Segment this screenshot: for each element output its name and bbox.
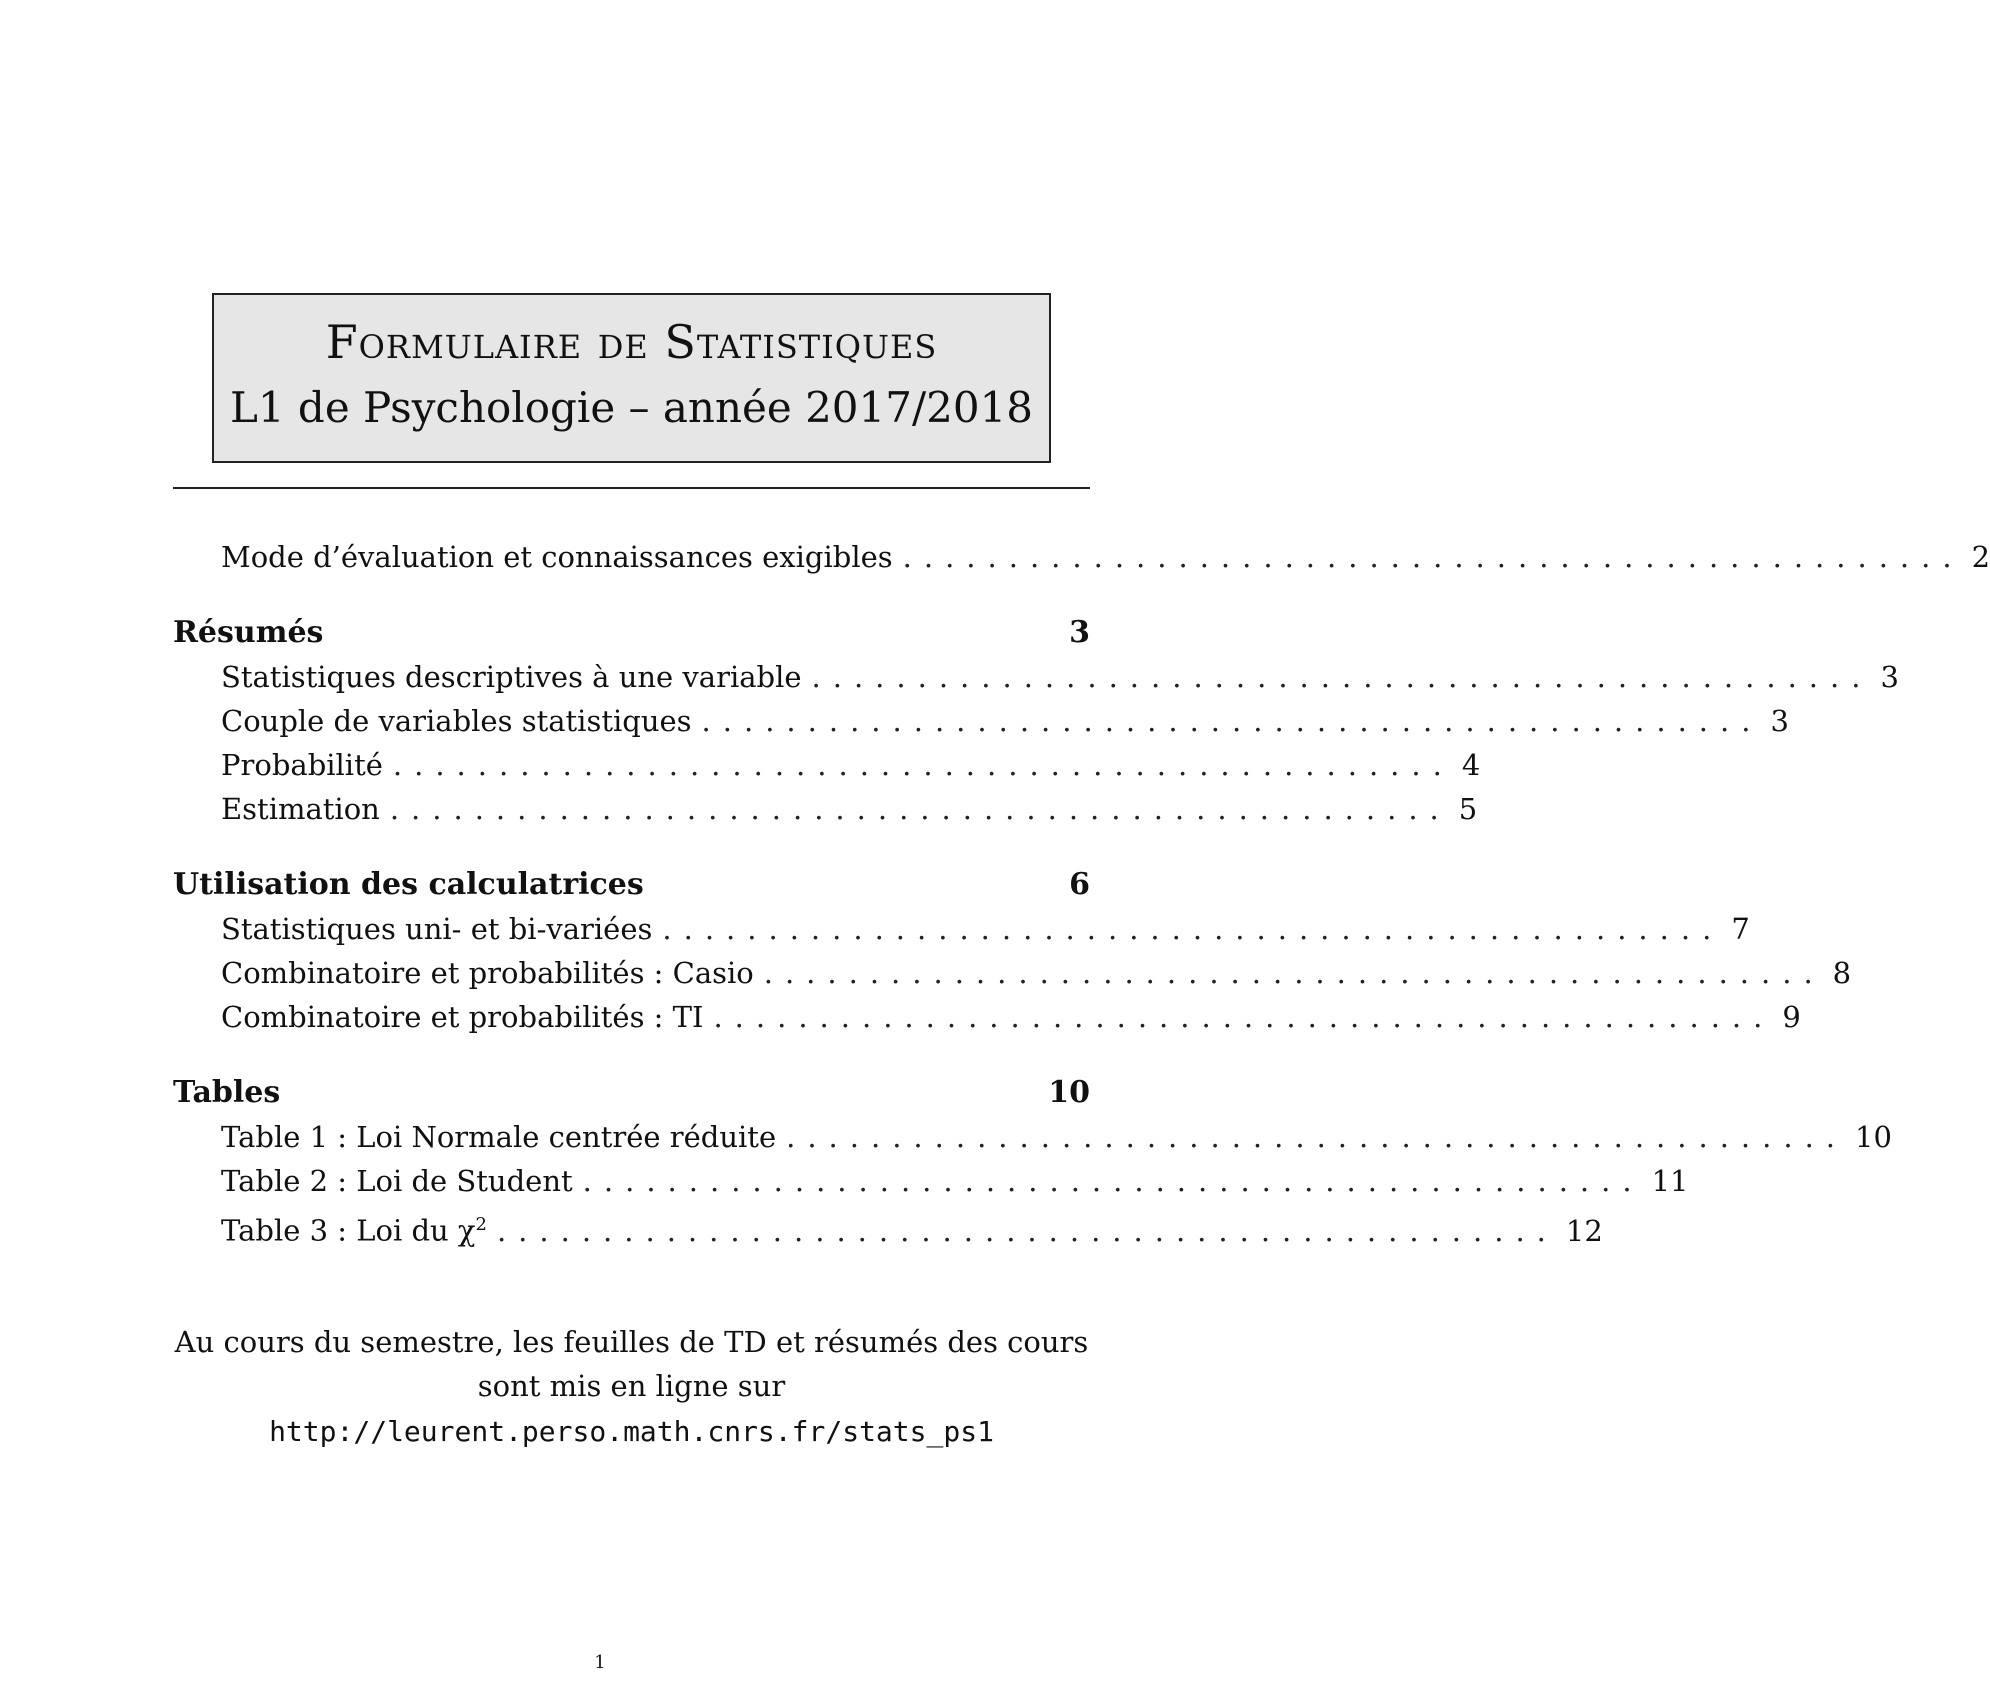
toc-entry-label: Table 2 : Loi de Student (221, 1164, 573, 1198)
toc-entry-page: 11 (1651, 1164, 1689, 1198)
toc-entry-label: Statistiques descriptives à une variable (221, 660, 802, 694)
toc-entry-page: 4 (1461, 748, 1481, 782)
toc-section-label: Résumés (173, 615, 324, 650)
toc-leader-dots: .................................................. (496, 1213, 1558, 1248)
toc-section-resumes[interactable] (173, 611, 1090, 655)
toc-leader-dots: .................................................. (763, 956, 1825, 990)
horizontal-rule (173, 487, 1090, 489)
toc-section-page: 10 (1048, 1075, 1090, 1110)
toc-section-label: Tables (173, 1075, 281, 1110)
toc-entry-label-text: Table 3 : Loi du χ (221, 1213, 476, 1248)
toc-entry-stats-descriptives[interactable] (173, 655, 1899, 699)
toc-entry-label: Statistiques uni- et bi-variées (221, 912, 653, 946)
table-of-contents (173, 535, 1990, 1248)
toc-entry-label (221, 1203, 487, 1253)
toc-entry-label: Probabilité (221, 748, 383, 782)
toc-entry-page: 9 (1782, 1000, 1801, 1034)
toc-section-label: Utilisation des calculatrices (173, 867, 644, 902)
toc-entry-stats-uni-bi[interactable] (173, 907, 1750, 951)
toc-leader-dots: .................................................. (582, 1164, 1644, 1198)
toc-leader-dots: .................................................. (902, 540, 1964, 574)
toc-entry-label: Combinatoire et probabilités : TI (221, 1000, 704, 1034)
toc-entry-table-1[interactable] (173, 1115, 1892, 1159)
toc-entry-estimation[interactable] (173, 787, 1478, 831)
toc-entry-couple-variables[interactable] (173, 699, 1789, 743)
toc-section-calculatrices[interactable] (173, 863, 1090, 907)
online-note (173, 1320, 1090, 1408)
toc-entry-label: Table 1 : Loi Normale centrée réduite (221, 1120, 777, 1154)
toc-entry-page: 12 (1565, 1213, 1603, 1248)
toc-leader-dots: .................................................. (389, 792, 1451, 826)
toc-entry-page: 8 (1832, 956, 1852, 990)
toc-entry-mode-evaluation[interactable] (173, 535, 1990, 579)
online-note-line-2: sont mis en ligne sur (477, 1369, 786, 1403)
toc-leader-dots: .................................................. (786, 1120, 1848, 1154)
toc-entry-table-3[interactable] (173, 1203, 1603, 1248)
toc-entry-probabilite[interactable] (173, 743, 1481, 787)
online-note-line-1: Au cours du semestre, les feuilles de TD et résumés des cours (174, 1325, 1089, 1359)
toc-entry-page: 10 (1855, 1120, 1892, 1154)
toc-entry-page: 3 (1880, 660, 1899, 694)
toc-entry-label: Mode d’évaluation et connaissances exigibles (221, 540, 893, 574)
toc-entry-page: 7 (1731, 912, 1750, 946)
toc-leader-dots: .................................................. (662, 912, 1724, 946)
toc-entry-casio[interactable] (173, 951, 1852, 995)
document-title: Formulaire de Statistiques (325, 315, 938, 369)
course-url-link[interactable]: http://leurent.perso.math.cnrs.fr/stats_ps1 (269, 1415, 994, 1448)
toc-section-tables[interactable] (173, 1071, 1090, 1115)
chi-square-exponent: 2 (475, 1214, 487, 1235)
document-subtitle: L1 de Psychologie – année 2017/2018 (229, 383, 1034, 432)
title-box (212, 293, 1051, 463)
toc-entry-label: Couple de variables statistiques (221, 704, 692, 738)
toc-entry-ti[interactable] (173, 995, 1801, 1039)
toc-leader-dots: .................................................. (811, 660, 1873, 694)
toc-entry-label: Combinatoire et probabilités : Casio (221, 956, 754, 990)
toc-leader-dots: .................................................. (713, 1000, 1775, 1034)
toc-entry-page: 5 (1458, 792, 1478, 826)
toc-leader-dots: .................................................. (392, 748, 1454, 782)
toc-section-page: 3 (1069, 615, 1090, 650)
toc-entry-page: 2 (1971, 540, 1990, 574)
toc-entry-page: 3 (1770, 704, 1789, 738)
page-number: 1 (594, 1652, 606, 1673)
toc-entry-label: Estimation (221, 792, 380, 826)
toc-section-page: 6 (1069, 867, 1090, 902)
toc-entry-table-2[interactable] (173, 1159, 1689, 1203)
toc-leader-dots: .................................................. (701, 704, 1763, 738)
